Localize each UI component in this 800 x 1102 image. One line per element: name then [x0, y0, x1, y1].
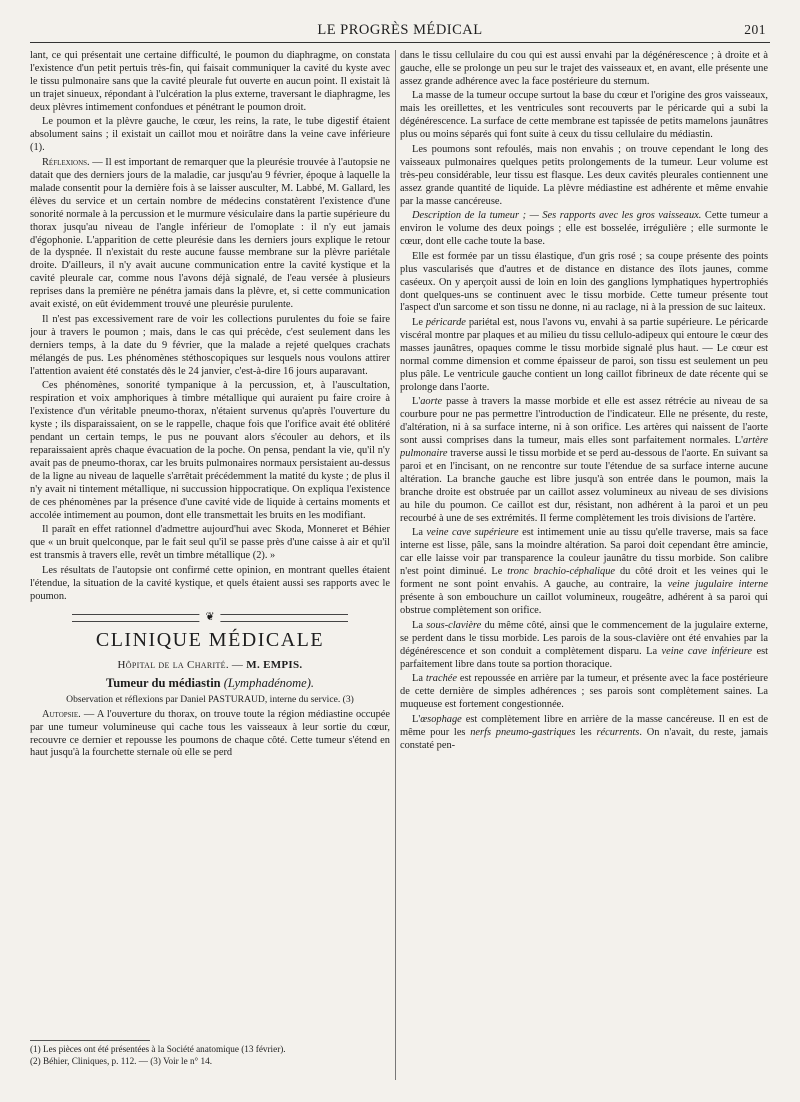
journal-title: LE PROGRÈS MÉDICAL	[317, 22, 483, 38]
fleuron-icon: ❦	[199, 610, 220, 624]
right-column	[400, 50, 768, 1080]
article-subtitle: (Lymphadénome).	[223, 675, 314, 690]
article-byline: Observation et réflexions par Daniel PASTURAUD, interne du service. (3)	[66, 693, 354, 705]
autopsie-label: Autopsie.	[42, 708, 81, 720]
paragraph: Autopsie. — A l'ouverture du thorax, on trouve toute la région médiastine occupée par une tumeur volumineuse qui cache tous les vaisseaux à leur sortie du cœur, recouvre ce dernier et repousse les poumons de chaque côté. Cette tumeur s'étend en haut jusqu'à la fourchette sternale où elle se perd	[30, 708, 390, 759]
paragraph: Description de la tumeur ; — Ses rapports avec les gros vaisseaux. Cette tumeur a environ le volume des deux poings ; elle est bosselée, irrégulière ; elle surmonte le cœur, dont elle cache toute la base.	[400, 210, 768, 248]
paragraph: Le poumon et la plèvre gauche, le cœur, les reins, la rate, le tube digestif étaient absolument sains ; il existait un caillot mou et noirâtre dans la veine cave inférieure (1).	[30, 116, 390, 154]
paragraph: dans le tissu cellulaire du cou qui est aussi envahi par la dégénérescence ; à droite et à gauche, elle se prolonge un peu sur le trajet des vaisseaux et, en avant, elle présente une assez grande adhérence avec la face postérieure du sternum.	[400, 50, 768, 87]
paragraph: Il n'est pas excessivement rare de voir les collections purulentes du foie se faire jour à travers le poumon ; mais, dans le cas qui précède, c'est seulement dans les derniers temps, à la date du 9 février, que la malade a rejeté quelques crachats mélangés de pus. Les phénomènes stéthoscopiques sur lesquels nous voulons attirer l'attention avaient été constatés dès le 24 janvier, c'est-à-dire 16 jours auparavant.	[30, 313, 390, 377]
paragraph: L'aorte passe à travers la masse morbide et elle est assez rétrécie au niveau de sa courbure pour ne pas permettre l'introduction de l'indicateur. Elle ne présente, du reste, d'altération, ni à sa surface interne, ni à son orifice. Les artères qui naissent de l'aorte sont aussi comprises dans la tumeur, mais elles sont parfaitement normales. L'artère pulmonaire traverse aussi le tissu morbide et se perd au-dessous de l'aorte. En suivant sa paroi et en l'incisant, on ne rencontre sur toute l'étendue de sa surface interne aucune altération. La branche gauche est libre jusqu'à son entrée dans le poumon, mais la branche droite est obstruée par un caillot assez volumineux au niveau de ses divisions au hile du poumon. Ce caillot est dur, résistant, non adhérent à la paroi et un peu recourbé à une de ses extrémités. Il ferme complètement les trois divisions de l'artère.	[400, 396, 768, 524]
paragraph: Le péricarde pariétal est, nous l'avons vu, envahi à sa partie supérieure. Le péricarde viscéral montre par plaques et au milieu du tissu cellulo-adipeux qui entoure le cœur des masses jaunâtres, opaques comme le tissu morbide signalé plus haut. — Le cœur est normal comme dimension et comme épaisseur de paroi, son tissu est seulement un peu plus pâle. Le ventricule gauche contient un long caillot fibrineux de date récente qui se prolonge dans l'aorte.	[400, 317, 768, 393]
column-divider	[395, 50, 396, 1080]
paragraph: La veine cave supérieure est intimement unie au tissu qu'elle traverse, mais sa face interne est lisse, pâle, sans la moindre altération. Sa paroi doit cependant être amincie, car elle laisse voir par transparence la couleur jaunâtre du tissu morbide. Son calibre n'est point diminué. Le tronc brachio-céphalique du côté droit et les veines qui le forment ne sont point envahis. A gauche, au contraire, la veine jugulaire interne présente à son embouchure un caillot volumineux, rougeâtre, adhérent à sa paroi qui obstrue complètement son orifice.	[400, 527, 768, 617]
paragraph: L'œsophage est complètement libre en arrière de la masse cancéreuse. Il en est de même pour les nerfs pneumo-gastriques les récurrents. On n'avait, du reste, jamais constaté pen-	[400, 713, 768, 751]
physician-name: M. EMPIS.	[246, 658, 303, 671]
paragraph: Réflexions. — Il est important de remarquer que la pleurésie trouvée à l'autopsie ne datait que des derniers jours de la maladie, car jusqu'au 9 février, époque à laquelle la malade consentit pour la dernière fois à se laisser ausculter, M. Labbé, M. Gallard, les élèves du service et un certain nombre de médecins constatèrent l'existence d'une sonorité normale à la percussion et le murmure vésiculaire dans la partie supérieure du thorax jusqu'au niveau de l'angle inférieur de l'omoplate : il n'y eut jamais d'égophonie. L'apparition de cette pleurésie dans les derniers jours explique le retour de la dyspnée. Il n'existait du reste aucune fausse membrane sur la plèvre pariétale droite. D'ailleurs, il n'y avait aucune communication entre la cavité kystique et la cavité pleurale car, comme nous l'avons déjà signalé, de l'eau versée à plusieurs reprises dans la première ne pénétra jamais dans la plèvre, et, si cette communication avait existé, on eût évidemment trouvé une pleurésie purulente.	[30, 156, 390, 311]
footnote: (2) Béhier, Cliniques, p. 112. — (3) Voir le n° 14.	[30, 1056, 213, 1066]
page-number: 201	[744, 22, 766, 37]
paragraph: La sous-clavière du même côté, ainsi que le commencement de la jugulaire externe, se perdent dans le tissu morbide. Les parois de la sous-clavière ont été envahies par la dégénérescence et son conduit a complètement disparu. La veine cave inférieure est parfaitement libre dans toute sa portion thoracique.	[400, 619, 768, 670]
paragraph: Les poumons sont refoulés, mais non envahis ; on trouve cependant le long des vaisseaux pulmonaires quelques petits prolongements de la tumeur. Leur volume est très-peu considérable, leur tissu est flasque. Les deux cavités pleurales contiennent une assez grande quantité de liquide. La plèvre médiastine est adhérente et même envahie par la masse cancéreuse.	[400, 143, 768, 207]
paragraph: Il paraît en effet rationnel d'admettre aujourd'hui avec Skoda, Monneret et Béhier que « un bruit quelconque, par le fait seul qu'il se passe près d'une caisse à air et qu'il est transmis à travers elle, revêt un timbre métallique (2). »	[30, 524, 390, 562]
footnote-rule	[30, 1040, 150, 1041]
paragraph: La trachée est repoussée en arrière par la tumeur, et présente avec la face postérieure de cette dernière de simples adhérences ; ses parois sont complètement saines. La muqueuse est fortement congestionnée.	[400, 673, 768, 711]
hospital-line: Hôpital de la Charité. — M. EMPIS.	[117, 658, 303, 671]
running-header	[30, 22, 770, 43]
section-title: CLINIQUE MÉDICALE	[95, 628, 325, 651]
article-title: Tumeur du médiastin (Lymphadénome).	[106, 675, 314, 690]
left-column	[30, 50, 390, 1080]
paragraph: La masse de la tumeur occupe surtout la base du cœur et l'origine des gros vaisseaux, mais les oreillettes, et les ventricules sont recouverts par le péricarde qui a subi la dégénérescence. La surface de cette membrane est tapissée de petits mamelons jaunâtres plus ou moins séparés qui font suite à ceux du tissu cellulaire du médiastin.	[400, 90, 768, 141]
footnote: (1) Les pièces ont été présentées à la Société anatomique (13 février).	[30, 1044, 286, 1054]
paragraph: Les résultats de l'autopsie ont confirmé cette opinion, en montrant quelles étaient l'étendue, la situation de la cavité kystique, et quels étaient aussi ses rapports avec le poumon.	[30, 564, 390, 602]
paragraph: Ces phénomènes, sonorité tympanique à la percussion, et, à l'auscultation, respiration et voix amphoriques à timbre métallique qui auraient pu faire croire à l'existence d'un véritable pneumo-thorax, n'étaient survenus qu'après l'ouverture du kyste ; ils disparaissaient, on se le rappelle, chaque fois que l'orifice avait été oblitéré pendant un certain temps, le pus ne pouvant alors s'écouler au dehors, et ils reparaissaient après chaque évacuation de la poche. On pensa, pendant la vie, qu'il n'y avait pas de pneumo-thorax, car les bruits pulmonaires normaux persistaient au-dessus de la ligne au niveau de laquelle s'arrêtait précédemment la matité du kyste ; de plus il n'y avait ni tintement métallique, ni succussion hippocratique. On expliqua l'existence de ces phénomènes par la présence d'une cavité vide de liquide à certains moments et accolée intimement au poumon, dont elle transmettait les bruits en les modifiant.	[30, 380, 390, 521]
footnotes	[30, 1040, 390, 1067]
section-ornament	[72, 610, 348, 623]
subsection-heading: Description de la tumeur ; — Ses rapports avec les gros vaisseaux.	[412, 210, 702, 222]
paragraph: Elle est formée par un tissu élastique, d'un gris rosé ; sa coupe présente des points plus vascularisés que d'autres et de distance en distance des îlots jaunes, comme caséeux. On y aperçoit aussi de loin en loin des ganglions lymphatiques hypertrophiés dont quelques-uns se continuent avec le tissu morbide. Cette tumeur présente tout l'aspect d'un sarcome et son tissu ne donne, ni au raclage, ni à la pression de suc laiteux.	[400, 250, 768, 314]
reflexions-label: Réflexions.	[42, 156, 90, 168]
paragraph: lant, ce qui présentait une certaine difficulté, le poumon du diaphragme, on constata l'existence d'un petit pertuis très-fin, qui faisait communiquer la cavité du kyste avec le tissu pulmonaire sans que la cavité pleurale fut ouverte en aucun point. Il existait là un trajet sinueux, répondant à l'ulcération la plus externe, traversant le diaphragme, les deux plèvres intimement confondues et pénétrant le poumon droit.	[30, 50, 390, 113]
